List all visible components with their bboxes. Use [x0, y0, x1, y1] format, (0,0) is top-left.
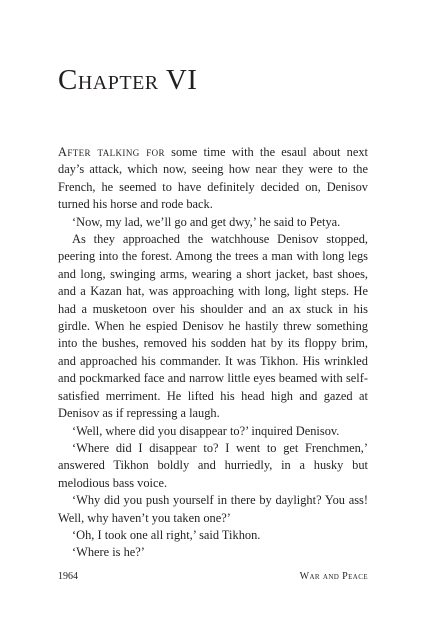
paragraph-text: some time with the esaul about next day’s attack, which now, seeing how near they were to the French, he seemed to have definitely decided on, Denisov turned his horse and rode back.: [58, 145, 368, 212]
paragraph-lead-in: After talking for: [58, 145, 165, 159]
paragraph-2: ‘Now, my lad, we’ll go and get dwy,’ he said to Petya.: [72, 214, 341, 229]
page-footer: [58, 570, 368, 584]
paragraph-8: ‘Where is he?’: [72, 545, 145, 560]
paragraph-5: ‘Where did I disappear to? I went to get Frenchmen,’ answered Tikhon boldly and hurriedly, in a husky but melodious bass voice.: [58, 440, 368, 490]
paragraph-4: ‘Well, where did you disappear to?’ inquired Denisov.: [72, 423, 340, 438]
paragraph-3: As they approached the watchhouse Denisov stopped, peering into the forest. Among the trees a man with long legs and long, swinging arms, wearing a short jacket, bast shoes, and a Kazan hat, was approaching with long, light steps. He had a musketoon over his shoulder and an ax stuck in his girdle. When he espied Denisov he hastily threw something into the bushes, removed his sodden hat by its floppy brim, and approached his commander. It was Tikhon. His wrinkled and pockmarked face and narrow little eyes beamed with self-satisfied merriment. He lifted his head high and gazed at Denisov as if repressing a laugh.: [58, 232, 368, 421]
running-head: War and Peace: [299, 571, 368, 582]
page-number: 1964: [58, 571, 78, 582]
paragraph-1: [58, 144, 368, 214]
paragraph-6: ‘Why did you push yourself in there by daylight? You ass! Well, why haven’t you taken one?’: [58, 493, 368, 525]
paragraph-7: ‘Oh, I took one all right,’ said Tikhon.: [72, 527, 261, 542]
chapter-body: [58, 144, 368, 562]
chapter-title: Chapter VI: [58, 64, 198, 96]
